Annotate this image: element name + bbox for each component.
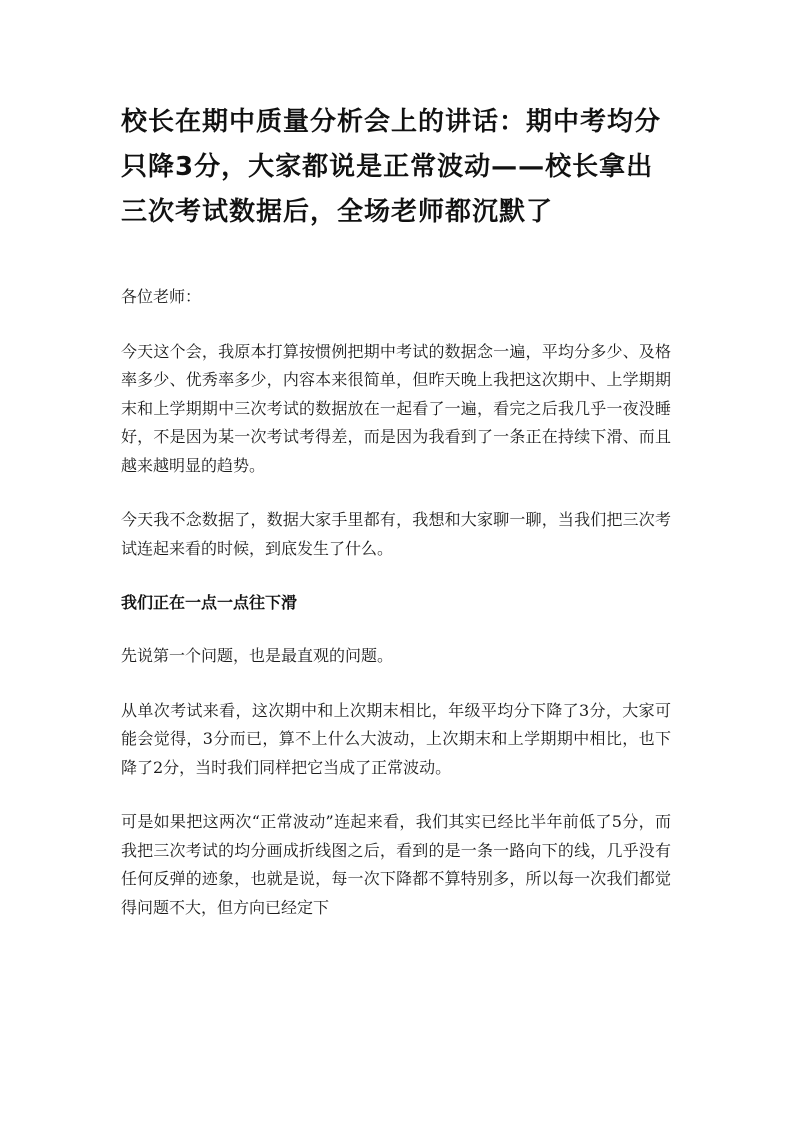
paragraph-2: 今天我不念数据了，数据大家手里都有，我想和大家聊一聊，当我们把三次考试连起来看的时候，到底发生了什么。 — [121, 510, 671, 558]
section-paragraph-3: 可是如果把这两次“正常波动”连起来看，我们其实已经比半年前低了5分，而我把三次考试的均分画成折线图之后，看到的是一条一路向下的线，几乎没有任何反弹的迹象，也就是说，每一次下降都不算特别多，所以每一次我们都觉得问题不大，但方向已经定下 — [121, 812, 671, 917]
paragraph-1: 今天这个会，我原本打算按惯例把期中考试的数据念一遍，平均分多少、及格率多少、优秀率多少，内容本来很简单，但昨天晚上我把这次期中、上学期期末和上学期期中三次考试的数据放在一起看了一遍，看完之后我几乎一夜没睡好，不是因为某一次考试考得差，而是因为我看到了一条正在持续下滑、而且越来越明显的趋势。 — [121, 341, 671, 475]
document-title: 校长在期中质量分析会上的讲话：期中考均分只降3分，大家都说是正常波动——校长拿出三次考试数据后，全场老师都沉默了 — [121, 107, 662, 227]
section-paragraph-2: 从单次考试来看，这次期中和上次期末相比，年级平均分下降了3分，大家可能会觉得，3分而已，算不上什么大波动，上次期末和上学期期中相比，也下降了2分，当时我们同样把它当成了正常波动。 — [121, 700, 671, 777]
section-heading: 我们正在一点一点往下滑 — [121, 593, 298, 612]
document-body — [121, 100, 671, 948]
section-paragraph-1: 先说第一个问题，也是最直观的问题。 — [121, 646, 394, 665]
greeting: 各位老师： — [121, 287, 202, 306]
